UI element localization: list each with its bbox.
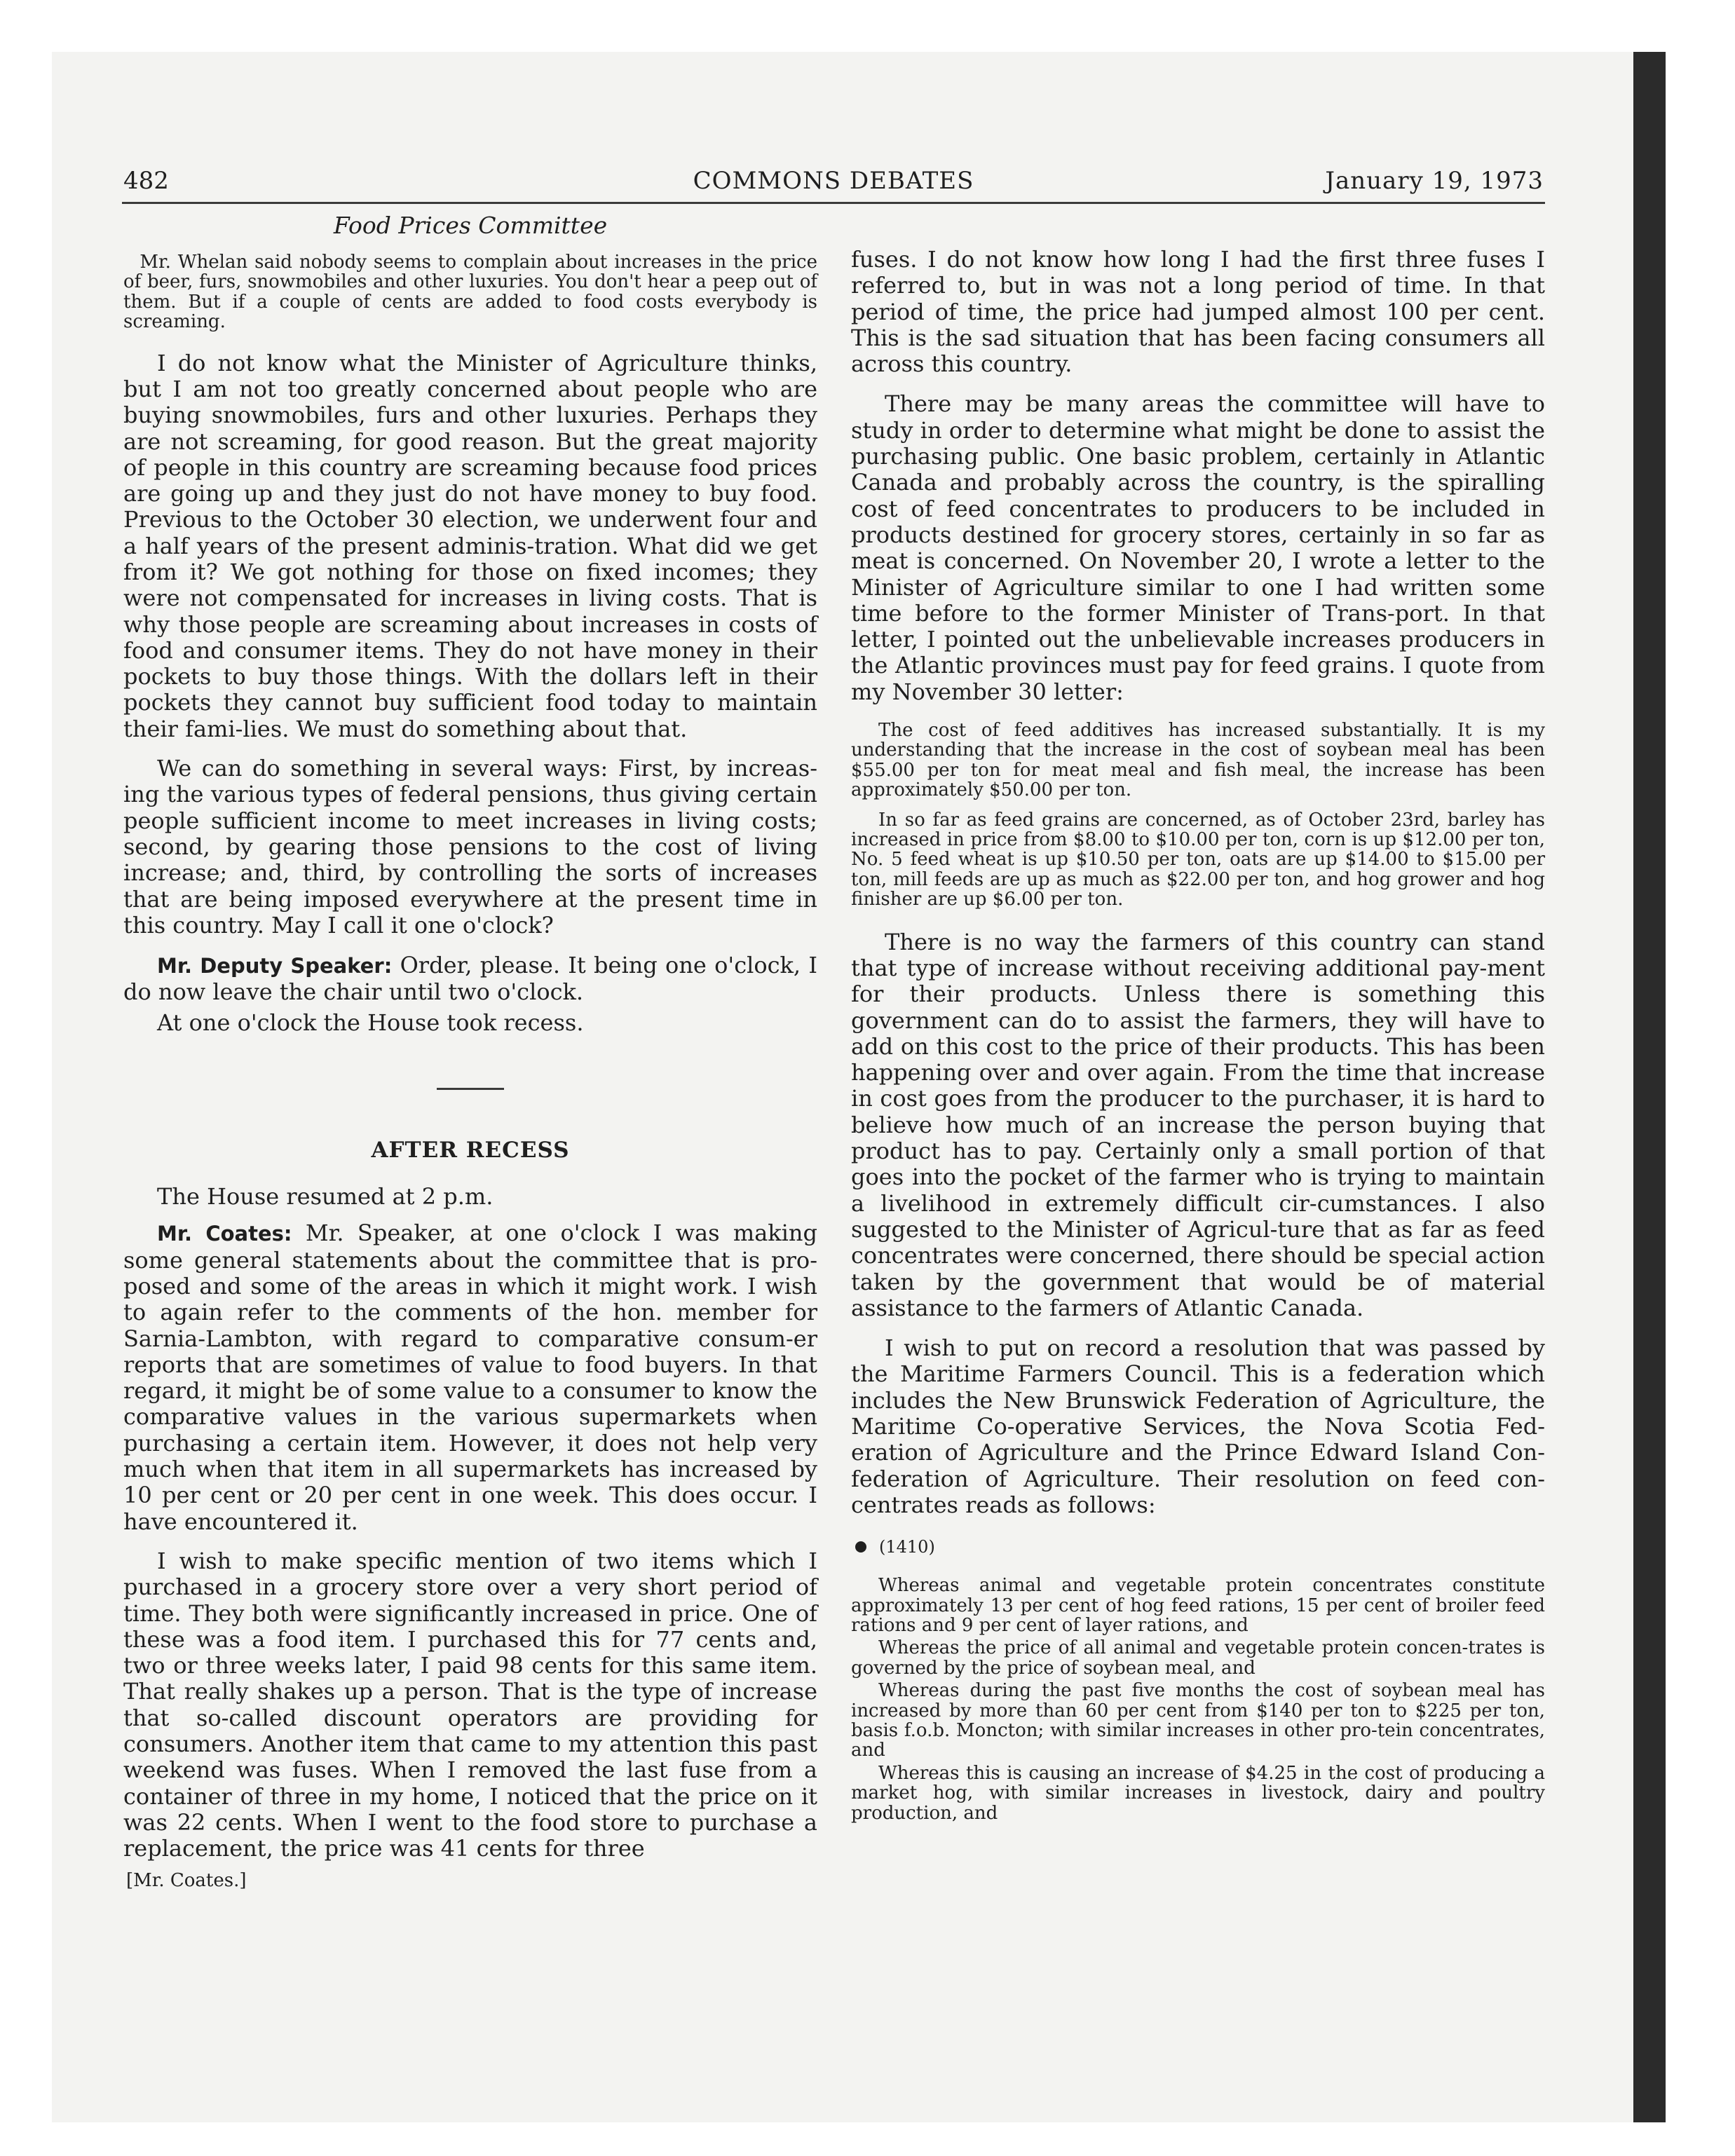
paragraph: At one o'clock the House took recess. [157,1009,584,1036]
resolution-clause: Whereas the price of all animal and vegetable protein concen-trates is governed by the price of soybean meal, and [851,1637,1545,1679]
speaker-name: Mr. Coates: [157,1222,292,1246]
paragraph: I wish to make specific mention of two items which I purchased in a grocery store over a very short period of time. They both were significantly increased in price. One of these was a food item. I purchased this for 77 cents and, two or three weeks later, I paid 98 cents for this same item. That really shakes up a person. That is the type of increase that so-called discount operators are providing for consumers. Another item that came to my attention this past weekend was fuses. When I removed the last fuse from a container of three in my home, I noticed that the price on it was 22 cents. When I went to the food store to purchase a replacement, the price was 41 cents for three [123,1547,817,1862]
speaker-text: Mr. Speaker, at one o'clock I was making some general statements about the committee that is pro-posed and some of the areas in which it might work. I wish to again refer to the comments of the hon. member for Sarnia-Lambton, with regard to comparative consum-er reports that are sometimes of value to food buyers. In that regard, it might be of some value to a consumer to know the comparative values in the various supermarkets when purchasing a certain item. However, it does not help very much when that item in all supermarkets has increased by 10 per cent or 20 per cent in one week. This does occur. I have encountered it. [123,1220,818,1535]
time-marker [851,1536,1545,1557]
paragraph: We can do something in several ways: First, by increas-ing the various types of federal pensions, thus giving certain people sufficient income to meet increases in living costs; second, by gearing those pensions to the cost of living increase; and, third, by controlling the sorts of increases that are being imposed everywhere at the present time in this country. May I call it one o'clock? [123,755,817,939]
speaker-text: Order, please. It being one o'clock, I do now leave the chair until two o'clock. [123,952,817,1006]
speaker-paragraph [123,1220,817,1535]
section-divider [437,1088,504,1090]
quoted-remark: Mr. Whelan said nobody seems to complain about increases in the price of beer, furs, snowmobiles and other luxuries. You don't hear a peep out of them. But if a couple of cents are added to food costs everybody is screaming. [123,252,817,333]
publication-date: January 19, 1973 [1325,167,1544,195]
section-heading-after-recess: AFTER RECESS [371,1138,570,1164]
quoted-letter: The cost of feed additives has increased substantially. It is my understanding that the increase in the cost of soybean meal has been $55.00 per ton for meat meal and fish meal, the increase has been approximately $50.00 per ton. [851,720,1545,801]
speaker-signoff: [Mr. Coates.] [126,1870,247,1892]
speaker-paragraph [123,953,817,1006]
quoted-letter: In so far as feed grains are concerned, as of October 23rd, barley has increased in price from $8.00 to $10.00 per ton, corn is up $12.00 per ton, No. 5 feed wheat is up $10.50 per ton, oats are up $14.00 to $15.00 per ton, mill feeds are up as much as $22.00 per ton, and hog grower and hog finisher are up $6.00 per ton. [851,809,1545,910]
resolution-clause: Whereas during the past five months the cost of soybean meal has increased by more than 60 per cent from $140 per ton to $225 per ton, basis f.o.b. Moncton; with similar increases in other pro-tein concentrates, and [851,1680,1545,1761]
paragraph: There is no way the farmers of this country can stand that type of increase without receiving additional pay-ment for their products. Unless there is something this government can do to assist the farmers, they will have to add on this cost to the price of their products. This has been happening over and over again. From the time that increase in cost goes from the producer to the purchaser, it is hard to believe how much of an increase the person buying that product has to pay. Certainly only a small portion of that goes into the pocket of the farmer who is trying to maintain a livelihood in extremely difficult cir-cumstances. I also suggested to the Minister of Agricul-ture that as far as feed concentrates were concerned, there should be special action taken by the government that would be of material assistance to the farmers of Atlantic Canada. [851,928,1545,1321]
left-column [123,210,817,1891]
speaker-name: Mr. Deputy Speaker: [157,954,393,978]
paragraph: The House resumed at 2 p.m. [157,1183,494,1210]
publication-title: COMMONS DEBATES [693,167,974,195]
page-header [122,165,1545,204]
paragraph: There may be many areas the committee will have to study in order to determine what might be done to assist the purchasing public. One basic problem, certainly in Atlantic Canada and probably across the country, is the spiralling cost of feed concentrates to producers to be included in products destined for grocery stores, certainly in so far as meat is concerned. On November 20, I wrote a letter to the Minister of Agriculture similar to one I had written some time before to the former Minister of Trans-port. In that letter, I pointed out the unbelievable increases producers in the Atlantic provinces must pay for feed grains. I quote from my November 30 letter: [851,390,1545,705]
page-number: 482 [123,167,169,195]
paragraph: I do not know what the Minister of Agriculture thinks, but I am not too greatly concerned about people who are buying snowmobiles, furs and other luxuries. Perhaps they are not screaming, for good reason. But the great majority of people in this country are screaming because food prices are going up and they just do not have money to buy food. Previous to the October 30 election, we underwent four and a half years of the present adminis-tration. What did we get from it? We got nothing for those on fixed incomes; they were not compensated for increases in living costs. That is why those people are screaming about increases in costs of food and consumer items. They do not have money in their pockets to buy those things. With the dollars left in their pockets they cannot buy sufficient food today to maintain their fami-lies. We must do something about that. [123,349,817,742]
paragraph: I wish to put on record a resolution that was passed by the Maritime Farmers Council. This is a federation which includes the New Brunswick Federation of Agriculture, the Maritime Co-operative Services, the Nova Scotia Fed-eration of Agriculture and the Prince Edward Island Con-federation of Agriculture. Their resolution on feed con-centrates reads as follows: [851,1335,1545,1518]
bullet-icon [855,1541,866,1553]
resolution-clause: Whereas animal and vegetable protein concentrates constitute approximately 13 per cent of hog feed rations, 15 per cent of broiler feed rations and 9 per cent of layer rations, and [851,1575,1545,1637]
paragraph: fuses. I do not know how long I had the first three fuses I referred to, but in was not a long period of time. In that period of time, the price had jumped almost 100 per cent. This is the sad situation that has been facing consumers all across this country. [851,246,1545,378]
section-heading: Food Prices Committee [333,212,608,239]
right-column [851,210,1545,1823]
resolution-clause: Whereas this is causing an increase of $4.25 in the cost of producing a market hog, with similar increases in livestock, dairy and poultry production, and [851,1762,1545,1824]
scan-edge-bar [1633,52,1666,2122]
time-marker-label: (1410) [879,1537,935,1557]
